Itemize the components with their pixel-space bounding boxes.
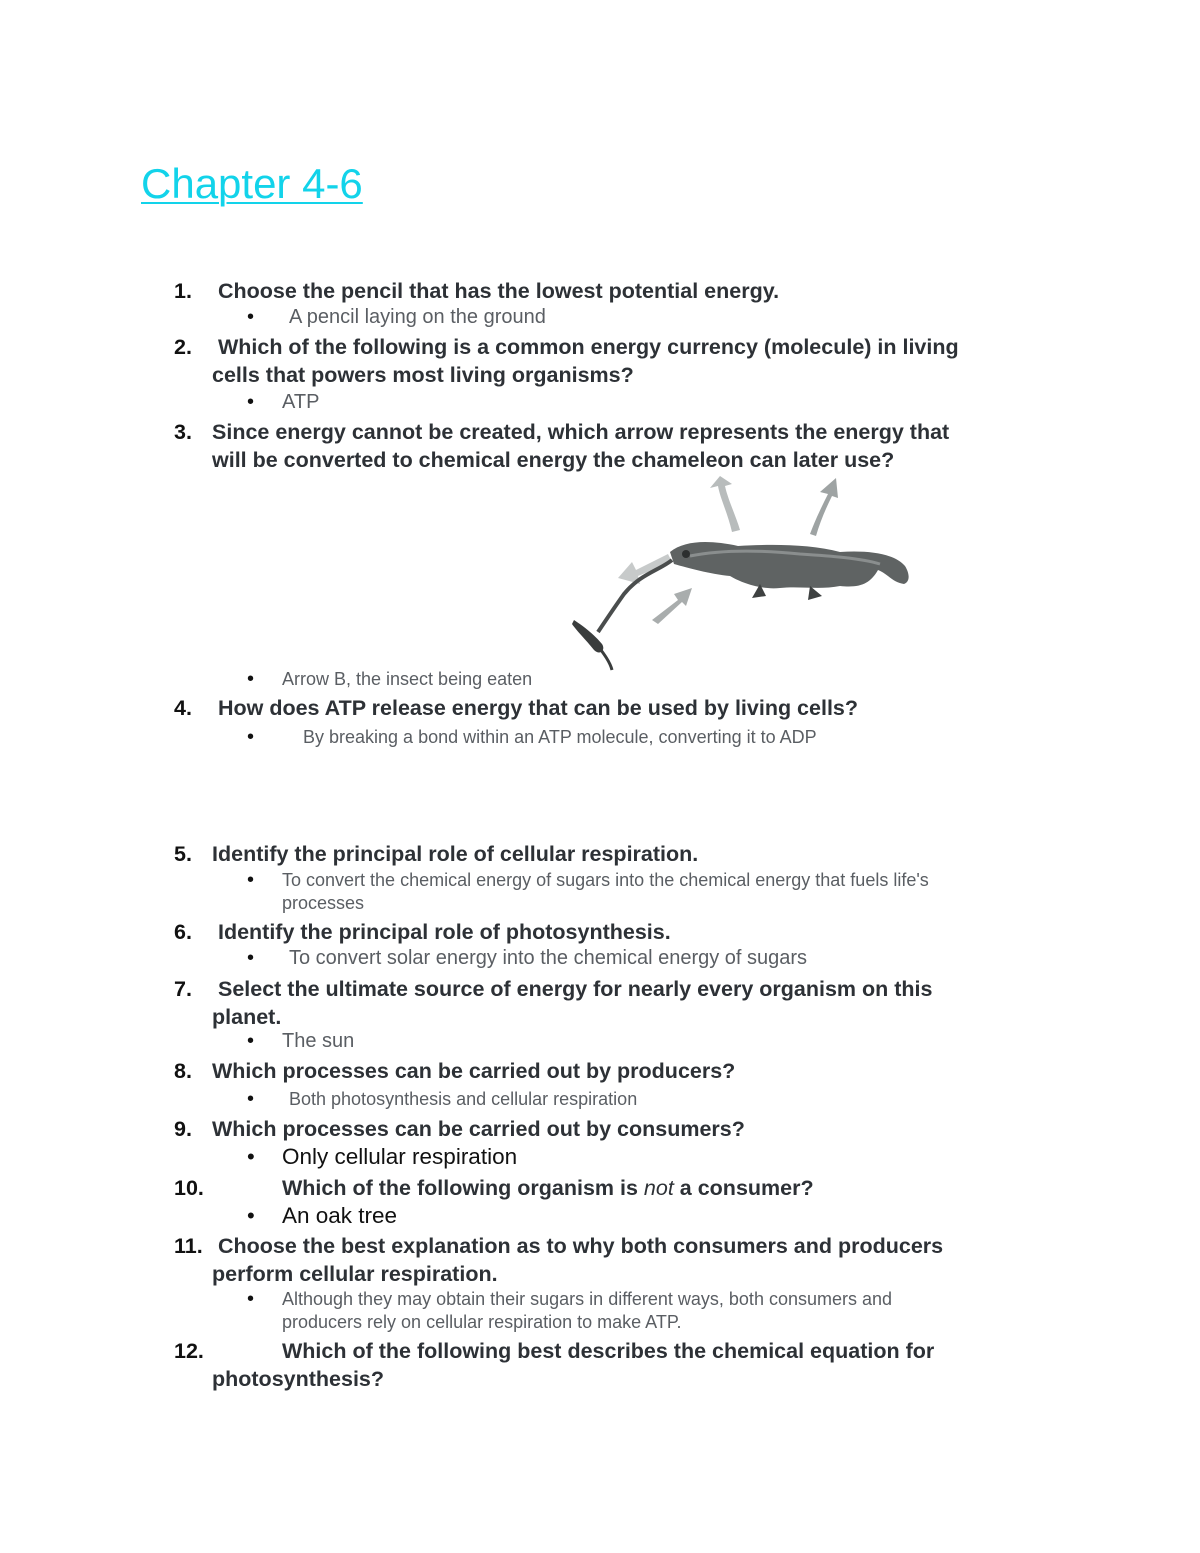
question-number: 7. [174,977,192,1001]
question-10 [174,1174,1034,1202]
answer-text-line1: Although they may obtain their sugars in different ways, both consumers and [282,1289,893,1309]
question-text: How does ATP release energy that can be used by living cells? [212,696,859,720]
question-text: Identify the principal role of photosynthesis. [212,920,671,944]
question-number: 2. [174,335,192,359]
answer-9 [247,1143,1037,1171]
answer-11 [247,1288,1037,1334]
bullet-icon: • [247,668,255,690]
question-number: 4. [174,696,192,720]
question-text-emphasis: not [643,1176,674,1200]
question-8 [174,1057,1034,1085]
answer-text: To convert solar energy into the chemical energy of sugars [289,947,808,969]
question-6 [174,918,1034,946]
bullet-icon: • [247,1144,255,1169]
question-number: 6. [174,920,192,944]
answer-text-line2: producers rely on cellular respiration to make ATP. [282,1312,682,1332]
answer-text: Arrow B, the insect being eaten [282,669,533,689]
question-7 [174,975,1034,1031]
arrow-b-icon [652,588,692,624]
answer-7 [247,1029,1037,1053]
bullet-icon: • [247,391,255,413]
question-text-line1: Since energy cannot be created, which arrow represents the energy that [212,420,950,444]
question-number: 3. [174,420,192,444]
question-text-line2: cells that powers most living organisms? [212,363,634,387]
answer-10 [247,1202,1037,1230]
bullet-icon: • [247,947,255,969]
question-number: 10. [174,1176,204,1200]
question-text-line1: Select the ultimate source of energy for nearly every organism on this [212,977,933,1001]
answer-6 [247,946,1037,970]
question-2 [174,333,1034,389]
chameleon-energy-arrows-figure [570,474,915,674]
question-number: 1. [174,279,192,303]
bullet-icon: • [247,726,255,748]
question-1 [174,277,1034,305]
answer-text: ATP [282,391,320,413]
question-text-line2: will be converted to chemical energy the chameleon can later use? [212,448,895,472]
answer-text: The sun [282,1030,355,1052]
bullet-icon: • [247,1088,255,1110]
question-text-line1: Choose the best explanation as to why both consumers and producers [212,1234,944,1258]
question-number: 12. [174,1339,204,1363]
question-number: 11. [174,1234,203,1258]
answer-8 [247,1088,1037,1111]
question-text: Which processes can be carried out by consumers? [212,1117,745,1141]
bullet-icon: • [247,1030,255,1052]
question-text-line2: perform cellular respiration. [212,1262,498,1286]
question-text-a: Which of the following organism is [282,1176,644,1200]
answer-3 [247,667,1037,691]
question-number: 5. [174,842,192,866]
question-text: Identify the principal role of cellular respiration. [212,842,699,866]
question-text-line2: photosynthesis? [212,1367,385,1391]
question-text-line1: Which of the following best describes the chemical equation for [282,1339,935,1363]
answer-text: By breaking a bond within an ATP molecule, converting it to ADP [303,727,817,747]
bullet-icon: • [247,306,255,328]
question-5 [174,840,1034,868]
question-12 [174,1337,1034,1393]
question-11 [174,1232,1034,1288]
question-9 [174,1115,1034,1143]
arrow-up-left-icon [710,476,740,532]
question-number: 8. [174,1059,192,1083]
question-number: 9. [174,1117,192,1141]
answer-2 [247,390,1037,414]
question-3 [174,418,1034,474]
bullet-icon: • [247,1203,255,1228]
answer-text: A pencil laying on the ground [289,306,546,328]
answer-text: Only cellular respiration [282,1144,518,1169]
arrow-left-icon [618,554,672,584]
chameleon-body [670,542,909,588]
question-text: Choose the pencil that has the lowest potential energy. [212,279,780,303]
question-text-line2: planet. [212,1005,282,1029]
answer-text-line2: processes [282,893,365,913]
bullet-icon: • [247,1288,255,1310]
bullet-icon: • [247,869,255,891]
answer-text: An oak tree [282,1203,398,1228]
answer-text-line1: To convert the chemical energy of sugars into the chemical energy that fuels life's [282,870,929,890]
page-title: Chapter 4-6 [141,160,363,207]
answer-5 [247,869,1037,915]
question-text-line1: Which of the following is a common energy currency (molecule) in living [212,335,959,359]
arrow-up-right-icon [810,478,838,536]
answer-4 [247,725,1037,749]
answer-text: Both photosynthesis and cellular respiration [289,1089,638,1109]
question-text: Which processes can be carried out by producers? [212,1059,736,1083]
question-text-b: a consumer? [673,1176,814,1200]
question-4 [174,694,1034,722]
answer-1 [247,305,1037,329]
chameleon-eye [682,550,690,558]
